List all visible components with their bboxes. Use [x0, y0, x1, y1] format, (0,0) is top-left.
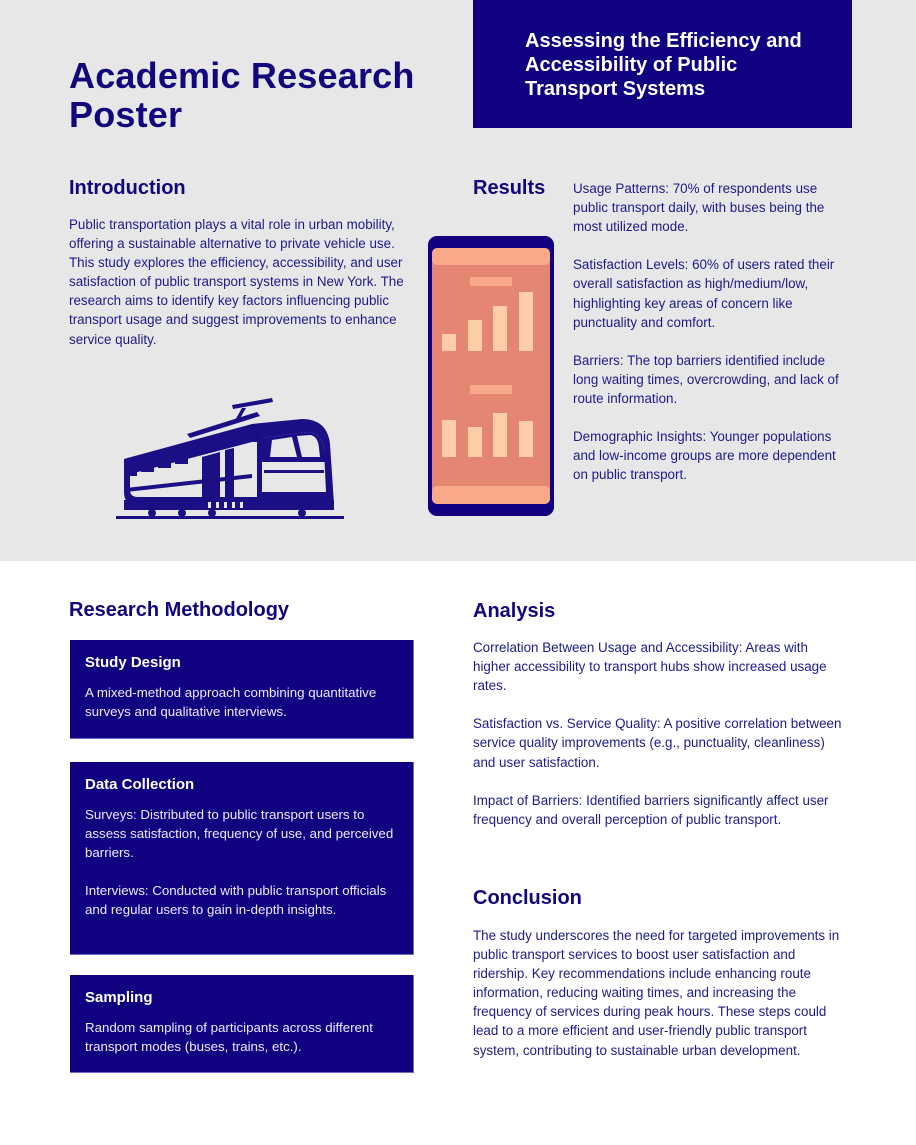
- introduction-text: Public transportation plays a vital role in urban mobility, offering a sustainable alternative to private vehicle use. This study explores the efficiency, accessibility, and user satisfaction of public transport systems in New York. The research aims to identify key factors influencing public transport usage and suggest improvements to enhance service quality.: [69, 217, 404, 347]
- result-usage-patterns: Usage Patterns: 70% of respondents use public transport daily, with buses being the most utilized mode.: [573, 181, 825, 235]
- poster-title: Academic Research Poster: [69, 55, 415, 135]
- results-list: [573, 179, 848, 485]
- card-text: Random sampling of participants across different transport modes (buses, trains, etc.).: [85, 1020, 373, 1055]
- results-heading: Results: [473, 177, 546, 199]
- method-card-data-collection: [70, 762, 414, 955]
- card-text-surveys: Surveys: Distributed to public transport users to assess satisfaction, frequency of use, and perceived barriers.: [85, 807, 394, 861]
- phone-bar-chart-icon: [428, 236, 554, 516]
- conclusion-text: The study underscores the need for targeted improvements in public transport services to boost user satisfaction and ridership. Key recommendations include enhancing route information, reducing waiting times, and increasing the frequency of services during peak hours. These steps could lead to a more efficient and user-friendly public transport system, contributing to sustainable urban development.: [473, 928, 840, 1058]
- method-card-study-design: [70, 640, 414, 739]
- analysis-impact-barriers: Impact of Barriers: Identified barriers significantly affect user frequency and overall perception of public transport.: [473, 792, 829, 827]
- introduction-heading: Introduction: [69, 177, 186, 199]
- card-title: Sampling: [85, 989, 153, 1006]
- card-title: Study Design: [85, 654, 181, 671]
- train-icon: [112, 392, 348, 522]
- analysis-heading: Analysis: [473, 600, 556, 622]
- analysis-usage-accessibility: Correlation Between Usage and Accessibility: Areas with higher accessibility to transport hubs show increased usage rates.: [473, 640, 827, 694]
- method-card-sampling: [70, 975, 414, 1073]
- result-barriers: Barriers: The top barriers identified include long waiting times, overcrowding, and lack of route information.: [573, 352, 839, 407]
- result-demographic-insights: Demographic Insights: Younger populations and low-income groups are more dependent on public transport.: [573, 429, 836, 483]
- conclusion-heading: Conclusion: [473, 887, 582, 909]
- methodology-heading: Research Methodology: [69, 599, 290, 621]
- study-title-banner: [473, 0, 852, 128]
- card-text-interviews: Interviews: Conducted with public transport officials and regular users to gain in-depth insights.: [85, 883, 387, 918]
- study-title: Assessing the Efficiency and Accessibility of Public Transport Systems: [525, 30, 802, 100]
- analysis-satisfaction-quality: Satisfaction vs. Service Quality: A positive correlation between service quality improvements (e.g., punctuality, cleanliness) and user satisfaction.: [473, 716, 842, 770]
- card-text: A mixed-method approach combining quantitative surveys and qualitative interviews.: [85, 685, 377, 720]
- analysis-list: [473, 638, 843, 829]
- result-satisfaction-levels: Satisfaction Levels: 60% of users rated their overall satisfaction as high/medium/low, highlighting key areas of concern like punctuality and comfort.: [573, 257, 835, 330]
- card-title: Data Collection: [85, 776, 195, 793]
